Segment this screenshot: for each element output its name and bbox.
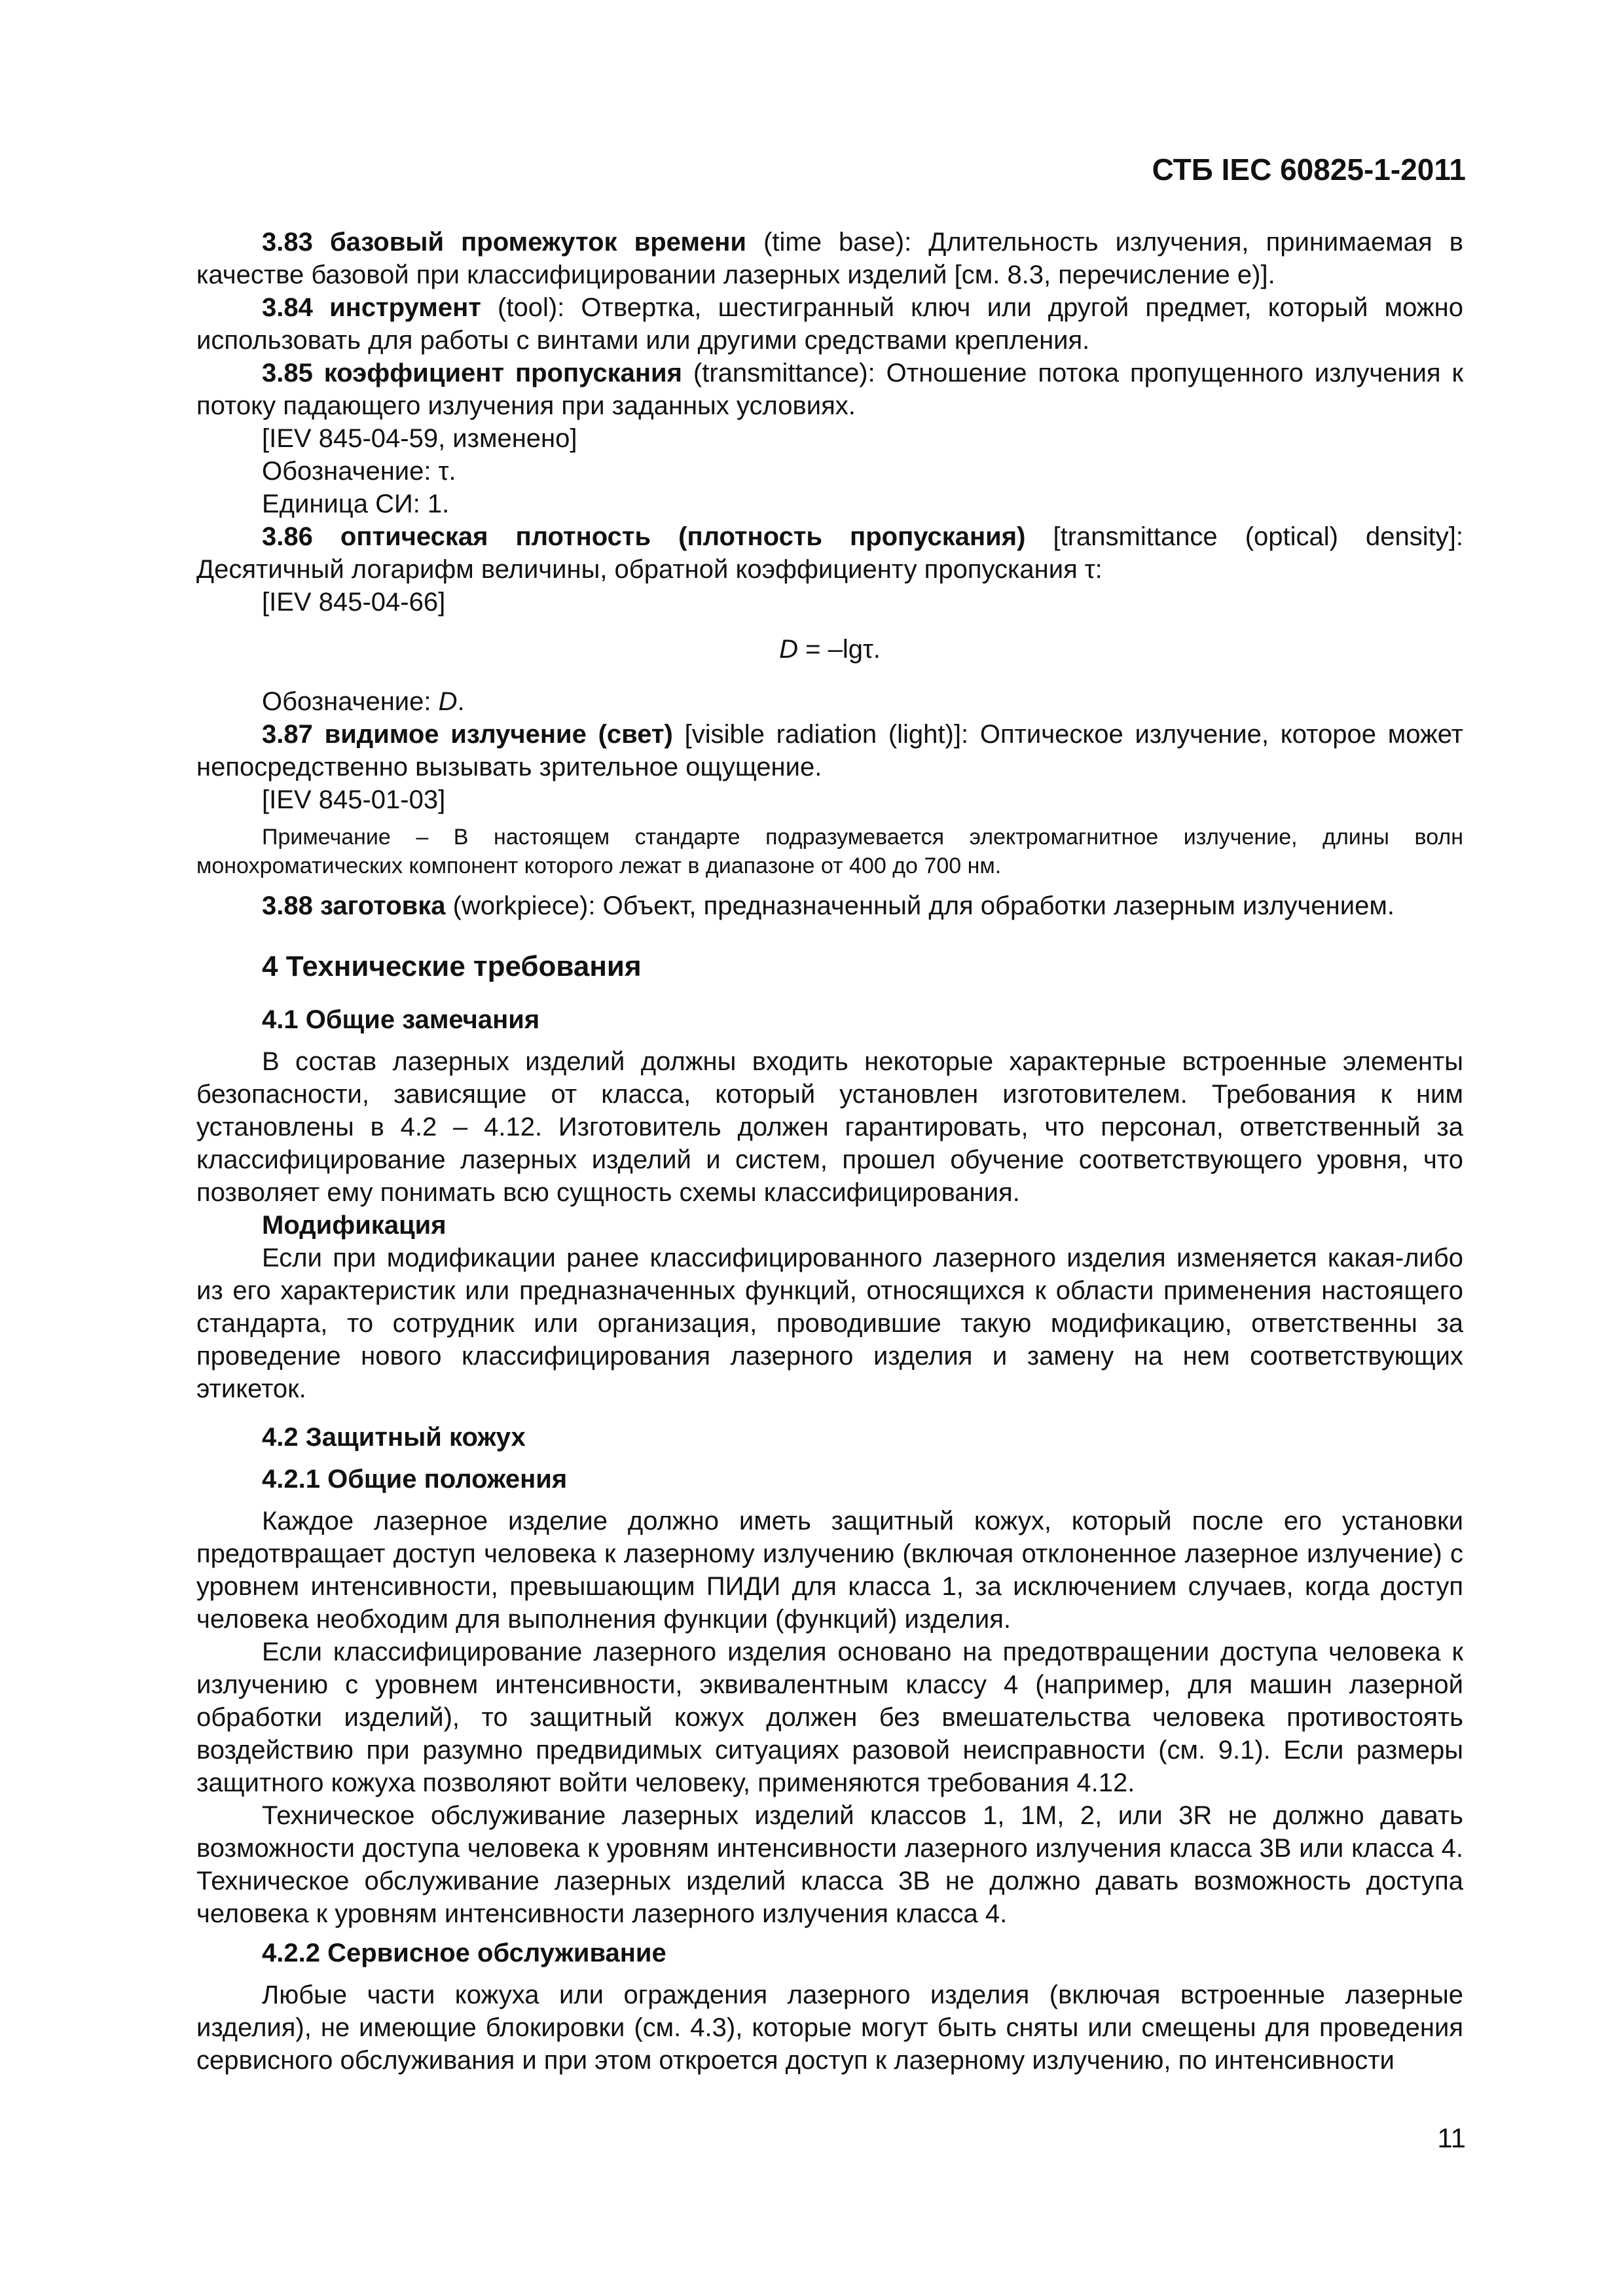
term-definition: [visible radiation (light)]: Оптическое излучение, которое может непосредственно вызывать зрительное ощущение.: [196, 720, 1463, 781]
term-definition: [transmittance (optical) density]: Десятичный логарифм величины, обратной коэффициенту пропускания τ:: [196, 522, 1463, 584]
term-name: инструмент: [329, 293, 481, 322]
page-content: [196, 226, 1463, 2077]
term-3-87: [196, 718, 1463, 783]
term-3-83: [196, 226, 1463, 291]
formula-lhs: D: [779, 635, 798, 664]
standard-code-header: СТБ IEC 60825-1-2011: [1152, 152, 1466, 187]
term-reference: [IEV 845-04-66]: [262, 588, 446, 617]
term-name: коэффициент пропускания: [323, 359, 682, 387]
term-number: 3.86: [262, 522, 313, 551]
term-number: 3.87: [262, 720, 313, 749]
term-number: 3.88: [262, 891, 313, 920]
term-number: 3.83: [262, 228, 313, 257]
term-name: заготовка: [319, 891, 446, 920]
term-reference: [IEV 845-04-59, изменено]: [262, 424, 577, 453]
symbol-end: .: [457, 687, 465, 716]
symbol-label: Обозначение:: [262, 687, 439, 716]
paragraph: Каждое лазерное изделие должно иметь защитный кожух, который после его установки предотвращает доступ человека к лазерному излучению (включая отклоненное лазерное излучение) с уровнем интенсивности, превышающим ПИДИ для класса 1, за исключением случаев, когда доступ человека необходим для выполнения функции (функций) изделия.: [196, 1507, 1463, 1634]
section-4-2-1-heading: 4.2.1 Общие положения: [262, 1465, 568, 1494]
term-si-unit: Единица СИ: 1.: [262, 490, 450, 518]
subheading-modification: Модификация: [262, 1211, 447, 1240]
term-definition: (workpiece): Объект, предназначенный для обработки лазерным излучением.: [445, 891, 1395, 920]
term-3-88: [196, 889, 1463, 922]
term-3-84: [196, 291, 1463, 357]
term-symbol: Обозначение: τ.: [262, 457, 456, 486]
term-name: базовый промежуток времени: [329, 228, 746, 257]
term-definition: (tool): Отвертка, шестигранный ключ или другой предмет, который можно использовать для работы с винтами или другими средствами крепления.: [196, 293, 1463, 355]
paragraph: Любые части кожуха или ограждения лазерного изделия (включая встроенные лазерные изделия), не имеющие блокировки (см. 4.3), которые могут быть сняты или смещены для проведения сервисного обслуживания и при этом откроется доступ к лазерному излучению, по интенсивности: [196, 1981, 1463, 2075]
term-definition: (transmittance): Отношение потока пропущенного излучения к потоку падающего излучения при заданных условиях.: [196, 359, 1463, 420]
note: Примечание – В настоящем стандарте подразумевается электромагнитное излучение, длины волн монохроматических компонент которого лежат в диапазоне от 400 до 700 нм.: [196, 825, 1463, 878]
term-name: оптическая плотность (плотность пропускания): [340, 522, 1026, 551]
term-3-85: [196, 357, 1463, 422]
term-name: видимое излучение (свет): [324, 720, 673, 749]
section-4-heading: 4 Технические требования: [262, 950, 642, 982]
term-reference: [IEV 845-01-03]: [262, 785, 446, 814]
term-symbol: [196, 685, 1463, 718]
term-number: 3.84: [262, 293, 313, 322]
term-number: 3.85: [262, 359, 313, 387]
paragraph: Техническое обслуживание лазерных изделий классов 1, 1М, 2, или 3R не должно давать возможности доступа человека к уровням интенсивности лазерного излучения класса 3В или класса 4. Техническое обслуживание лазерных изделий класса 3В не должно давать возможность доступа человека к уровням интенсивности лазерного излучения класса 4.: [196, 1801, 1463, 1928]
term-3-86: [196, 520, 1463, 586]
formula: [196, 633, 1463, 666]
formula-rhs: = –lgτ.: [798, 635, 881, 664]
section-4-2-2-heading: 4.2.2 Сервисное обслуживание: [262, 1939, 666, 1967]
paragraph: Если классифицирование лазерного изделия основано на предотвращении доступа человека к излучению с уровнем интенсивности, эквивалентным классу 4 (например, для машин лазерной обработки изделий), то защитный кожух должен без вмешательства человека противостоять воздействию при разумно предвидимых ситуациях разовой неисправности (см. 9.1). Если размеры защитного кожуха позволяют войти человеку, применяются требования 4.12.: [196, 1638, 1463, 1797]
section-4-2-heading: 4.2 Защитный кожух: [262, 1423, 526, 1452]
symbol-value: D: [438, 687, 458, 716]
page-number: 11: [1437, 2123, 1466, 2153]
paragraph: В состав лазерных изделий должны входить некоторые характерные встроенные элементы безопасности, зависящие от класса, который установлен изготовителем. Требования к ним установлены в 4.2 – 4.12. Изготовитель должен гарантировать, что персонал, ответственный за классифицирование лазерных изделий и систем, прошел обучение соответствующего уровня, что позволяет ему понимать всю сущность схемы классифицирования.: [196, 1047, 1463, 1207]
term-definition: (time base): Длительность излучения, принимаемая в качестве базовой при классифицировании лазерных изделий [см. 8.3, перечисление е)].: [196, 228, 1463, 289]
paragraph: Если при модификации ранее классифицированного лазерного изделия изменяется какая-либо из его характеристик или предназначенных функций, относящихся к области применения настоящего стандарта, то сотрудник или организация, проводившие такую модификацию, ответственны за проведение нового классифицирования лазерного изделия и замену на нем соответствующих этикеток.: [196, 1244, 1463, 1403]
section-4-1-heading: 4.1 Общие замечания: [262, 1005, 540, 1034]
